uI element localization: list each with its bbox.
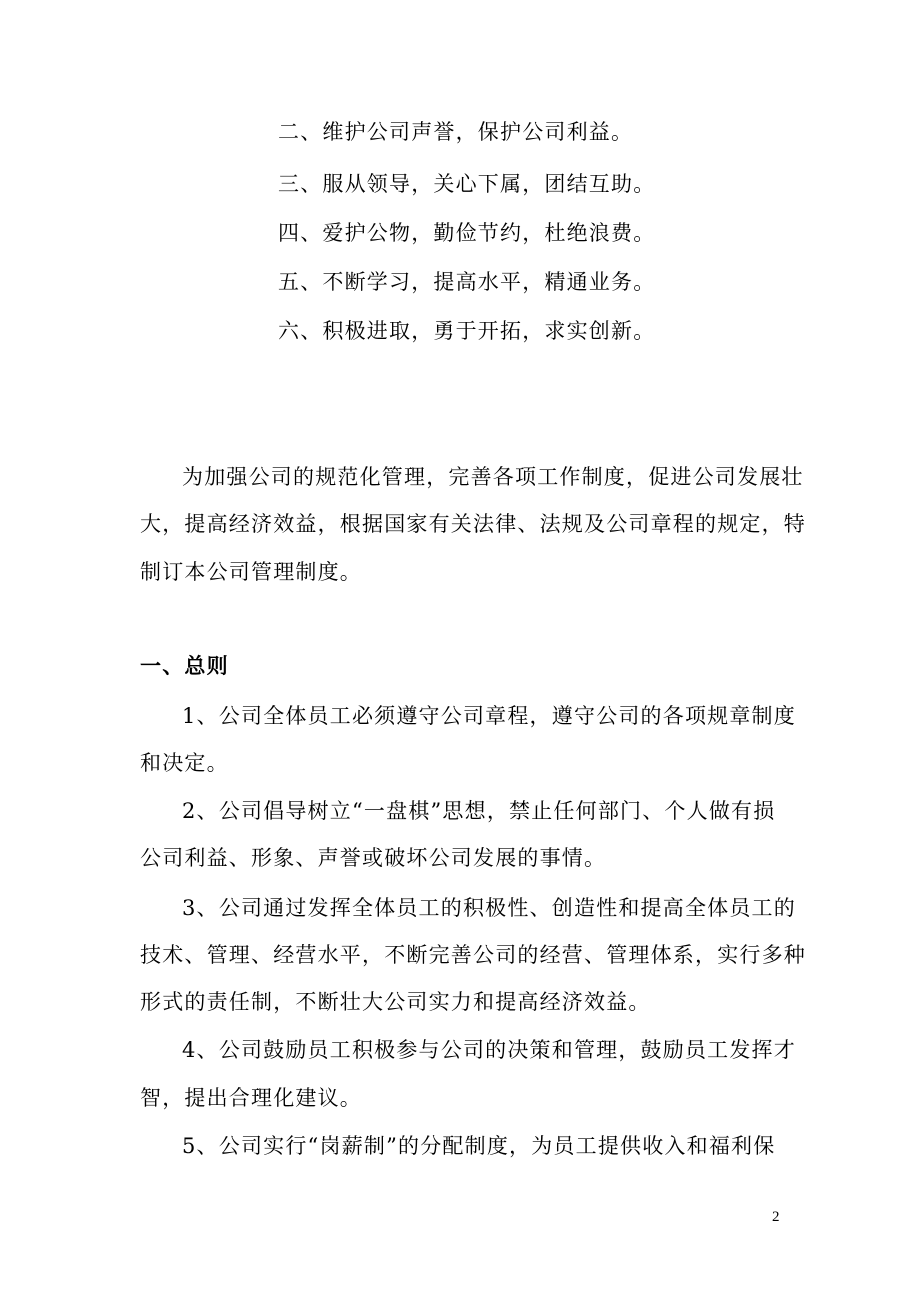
clause-line: 和决定。 (140, 751, 229, 775)
section-heading: 一、总则 (140, 654, 229, 678)
intro-line: 大，提高经济效益，根据国家有关法律、法规及公司章程的规定，特 (140, 512, 806, 536)
clause-line: 形式的责任制，不断壮大公司实力和提高经济效益。 (140, 990, 651, 1014)
principle-line: 二、维护公司声誉，保护公司利益。 (278, 120, 634, 144)
clause-line: 4、公司鼓励员工积极参与公司的决策和管理，鼓励员工发挥才 (182, 1038, 796, 1062)
intro-line: 制订本公司管理制度。 (140, 560, 362, 584)
principle-line: 四、爱护公物，勤俭节约，杜绝浪费。 (278, 221, 656, 245)
principle-line: 六、积极进取，勇于开拓，求实创新。 (278, 319, 656, 343)
intro-line: 为加强公司的规范化管理，完善各项工作制度，促进公司发展壮 (182, 465, 804, 489)
principle-line: 五、不断学习，提高水平，精通业务。 (278, 270, 656, 294)
clause-line: 公司利益、形象、声誉或破坏公司发展的事情。 (140, 846, 607, 870)
clause-line: 1、公司全体员工必须遵守公司章程，遵守公司的各项规章制度 (182, 704, 796, 728)
clause-line: 智，提出合理化建议。 (140, 1086, 362, 1110)
clause-line: 技术、管理、经营水平，不断完善公司的经营、管理体系，实行多种 (140, 943, 806, 967)
clause-line: 3、公司通过发挥全体员工的积极性、创造性和提高全体员工的 (182, 896, 796, 920)
page-number: 2 (772, 1209, 780, 1225)
principle-line: 三、服从领导，关心下属，团结互助。 (278, 172, 656, 196)
clause-line: 5、公司实行“岗薪制”的分配制度，为员工提供收入和福利保 (182, 1134, 776, 1158)
clause-line: 2、公司倡导树立“一盘棋”思想，禁止任何部门、个人做有损 (182, 799, 776, 823)
